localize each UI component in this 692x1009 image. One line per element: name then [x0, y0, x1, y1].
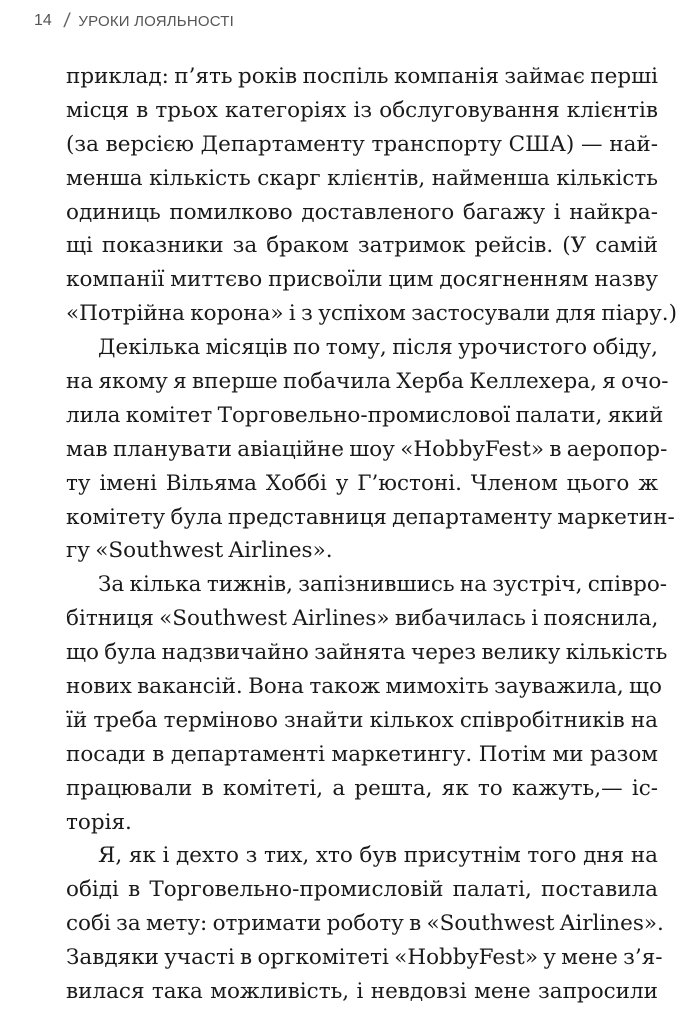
chapter-title: УРОКИ ЛОЯЛЬНОСТІ — [78, 12, 234, 30]
text-line: місця в трьох категоріях із обслуговування клієнтів — [66, 97, 658, 123]
text-line: За кілька тижнів, запізнившись на зустріч, співро- — [98, 572, 668, 598]
text-line: комітету була представниця департаменту маркетин- — [66, 504, 675, 530]
paragraph — [66, 568, 668, 839]
header-separator: / — [62, 9, 71, 32]
text-line: обіді в Торговельно-промисловій палаті, поставила — [66, 877, 658, 903]
text-line: одиниць помилково доставленого багажу і найкра- — [66, 199, 658, 225]
text-line: працювали в комітеті, а решта, як то кажуть,— іс- — [66, 775, 658, 801]
running-header — [34, 8, 234, 34]
text-line: посади в департаменті маркетингу. Потім ми разом — [66, 741, 658, 767]
text-line: лила комітет Торговельно-промислової палати, який — [66, 402, 664, 428]
text-line: нових вакансій. Вона також мимохіть зауважила, що — [66, 674, 662, 700]
body-text — [66, 60, 678, 1009]
page-number: 14 — [34, 12, 52, 29]
text-line: щі показники за браком затримок рейсів. (У самій — [66, 233, 658, 259]
text-line: їй треба терміново знайти кількох співробітників на — [66, 707, 658, 733]
text-line: Я, як і дехто з тих, хто був присутнім того дня на — [98, 843, 658, 869]
text-line: менша кількість скарг клієнтів, найменша кількість — [66, 165, 658, 191]
text-line: торія. — [66, 809, 132, 835]
text-line: ту імені Вільяма Хоббі у Г’юстоні. Членом цього ж — [66, 470, 658, 496]
text-line: мав планувати авіаційне шоу «HobbyFest» в аеропор- — [66, 436, 668, 462]
text-line: гу «Southwest Airlines». — [66, 538, 333, 564]
text-line: компанії миттєво присвоїли цим досягненням назву — [66, 267, 658, 293]
text-line: Декілька місяців по тому, після урочистого обіду, — [98, 335, 658, 361]
text-line: собі за мету: отримати роботу в «Southwest Airlines». — [66, 911, 664, 937]
text-line: (за версією Департаменту транспорту США) — най- — [66, 131, 658, 157]
paragraph — [66, 331, 675, 568]
paragraph — [66, 60, 678, 331]
paragraph — [66, 839, 664, 1008]
text-line: Завдяки участі в оргкомітеті «HobbyFest» у мене з’я- — [66, 945, 663, 971]
text-line: що була надзвичайно зайнята через велику кількість — [66, 640, 668, 666]
text-line: бітниця «Southwest Airlines» вибачилась і пояснила, — [66, 606, 659, 632]
text-line: на якому я вперше побачила Херба Келлехера, я очо- — [66, 369, 669, 395]
text-line: «Потрійна корона» і з успіхом застосували для піару.) — [66, 301, 678, 327]
text-line: вилася така можливість, і невдовзі мене запросили — [66, 979, 658, 1005]
text-line: приклад: п’ять років поспіль компанія займає перші — [66, 64, 658, 89]
